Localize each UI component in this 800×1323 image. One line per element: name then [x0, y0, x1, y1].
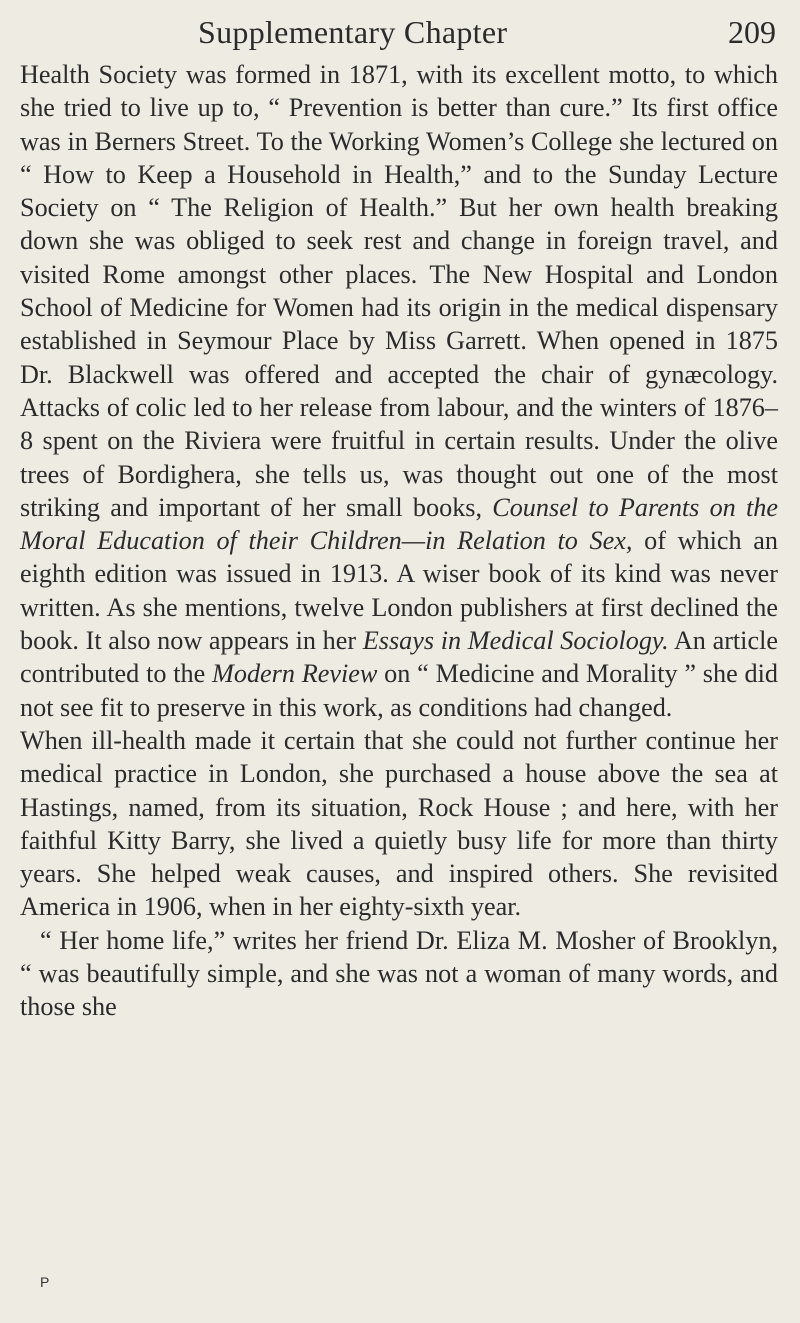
paragraph-1-text-a: Health Society was formed in 1871, with its excellent motto, to which she tried to live up to, “ Prevention is better than cure.” Its first office was in Berners Street. To the Working Women’s College she lectured on “ How to Keep a Household in Health,” and to the Sunday Lecture Society on “ The Religion of Health.” But her own health breaking down she was obliged to seek rest and change in foreign travel, and visited Rome amongst other places. The New Hospital and London School of Medicine for Women had its origin in the medical dispensary established in Seymour Place by Miss Garrett. When opened in 1875 Dr. Blackwell was offered and accepted the chair of gynæcology. Attacks of colic led to her release from labour, and the winters of 1876–8 spent on the Riviera were fruitful in certain results. Under the olive trees of Bordighera, she tells us, was thought out one of the most striking and important of her small books,: [20, 60, 778, 522]
paragraph-3: “ Her home life,” writes her friend Dr. Eliza M. Mosher of Brooklyn, “ was beautifully simple, and she was not a woman of many words, and those she: [20, 925, 778, 1022]
running-title: Supplementary Chapter: [198, 14, 508, 50]
paragraph-2: When ill-health made it certain that she could not further continue her medical practice in London, she purchased a house above the sea at Hastings, named, from its situation, Rock House ; and here, with her faithful Kitty Barry, she lived a quietly busy life for more than thirty years. She helped weak causes, and inspired others. She revisited America in 1906, when in her eighty-sixth year.: [20, 725, 778, 922]
paragraph-1: [20, 58, 778, 724]
paragraph-1-text-c: An article contributed to the: [20, 626, 778, 689]
signature-mark: P: [40, 1274, 50, 1290]
paragraph-1-text-d: on “ Medicine and Morality ” she did not see fit to preserve in this work, as conditions had changed.: [20, 659, 778, 722]
page-number: 209: [728, 14, 776, 50]
book-title-counsel-to-parents: Counsel to Parents on the Moral Education of their Children—in Relation to Sex,: [20, 492, 778, 556]
body-text: [20, 58, 778, 1024]
journal-title-modern-review: Modern Review: [212, 659, 378, 689]
book-title-essays: Essays in Medical Sociology.: [362, 626, 669, 656]
running-header: [20, 14, 778, 58]
paragraph-1-text-b: of which an eighth edition was issued in 1913. A wiser book of its kind was never written. As she mentions, twelve London publishers at first declined the book. It also now appears in her: [20, 526, 779, 656]
